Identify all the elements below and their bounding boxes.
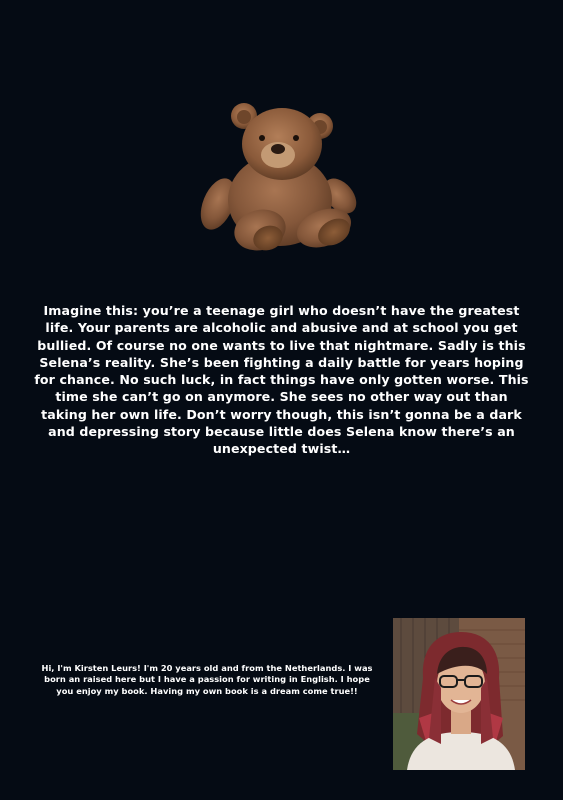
book-blurb: Imagine this: you’re a teenage girl who doesn’t have the greatest life. Your parents are alcoholic and abusive and at school you get bullied. Of course no one wants to live that nightmare. Sadly is this Selena’s reality. She’s been fighting a daily battle for years hoping for chance. No such luck, in fact things have only gotten worse. This time she can’t go on anymore. She sees no other way out than taking her own life. Don’t worry though, this isn’t gonna be a dark and depressing story because little does Selena know there’s an unexpected twist… bbox=[34, 303, 529, 457]
author-photo bbox=[393, 618, 525, 770]
teddy-bear-illustration bbox=[196, 100, 360, 258]
author-bio: Hi, I'm Kirsten Leurs! I'm 20 years old and from the Netherlands. I was born an raised here but I have a passion for writing in English. I hope you enjoy my book. Having my own book is a dream come true!! bbox=[41, 663, 373, 696]
